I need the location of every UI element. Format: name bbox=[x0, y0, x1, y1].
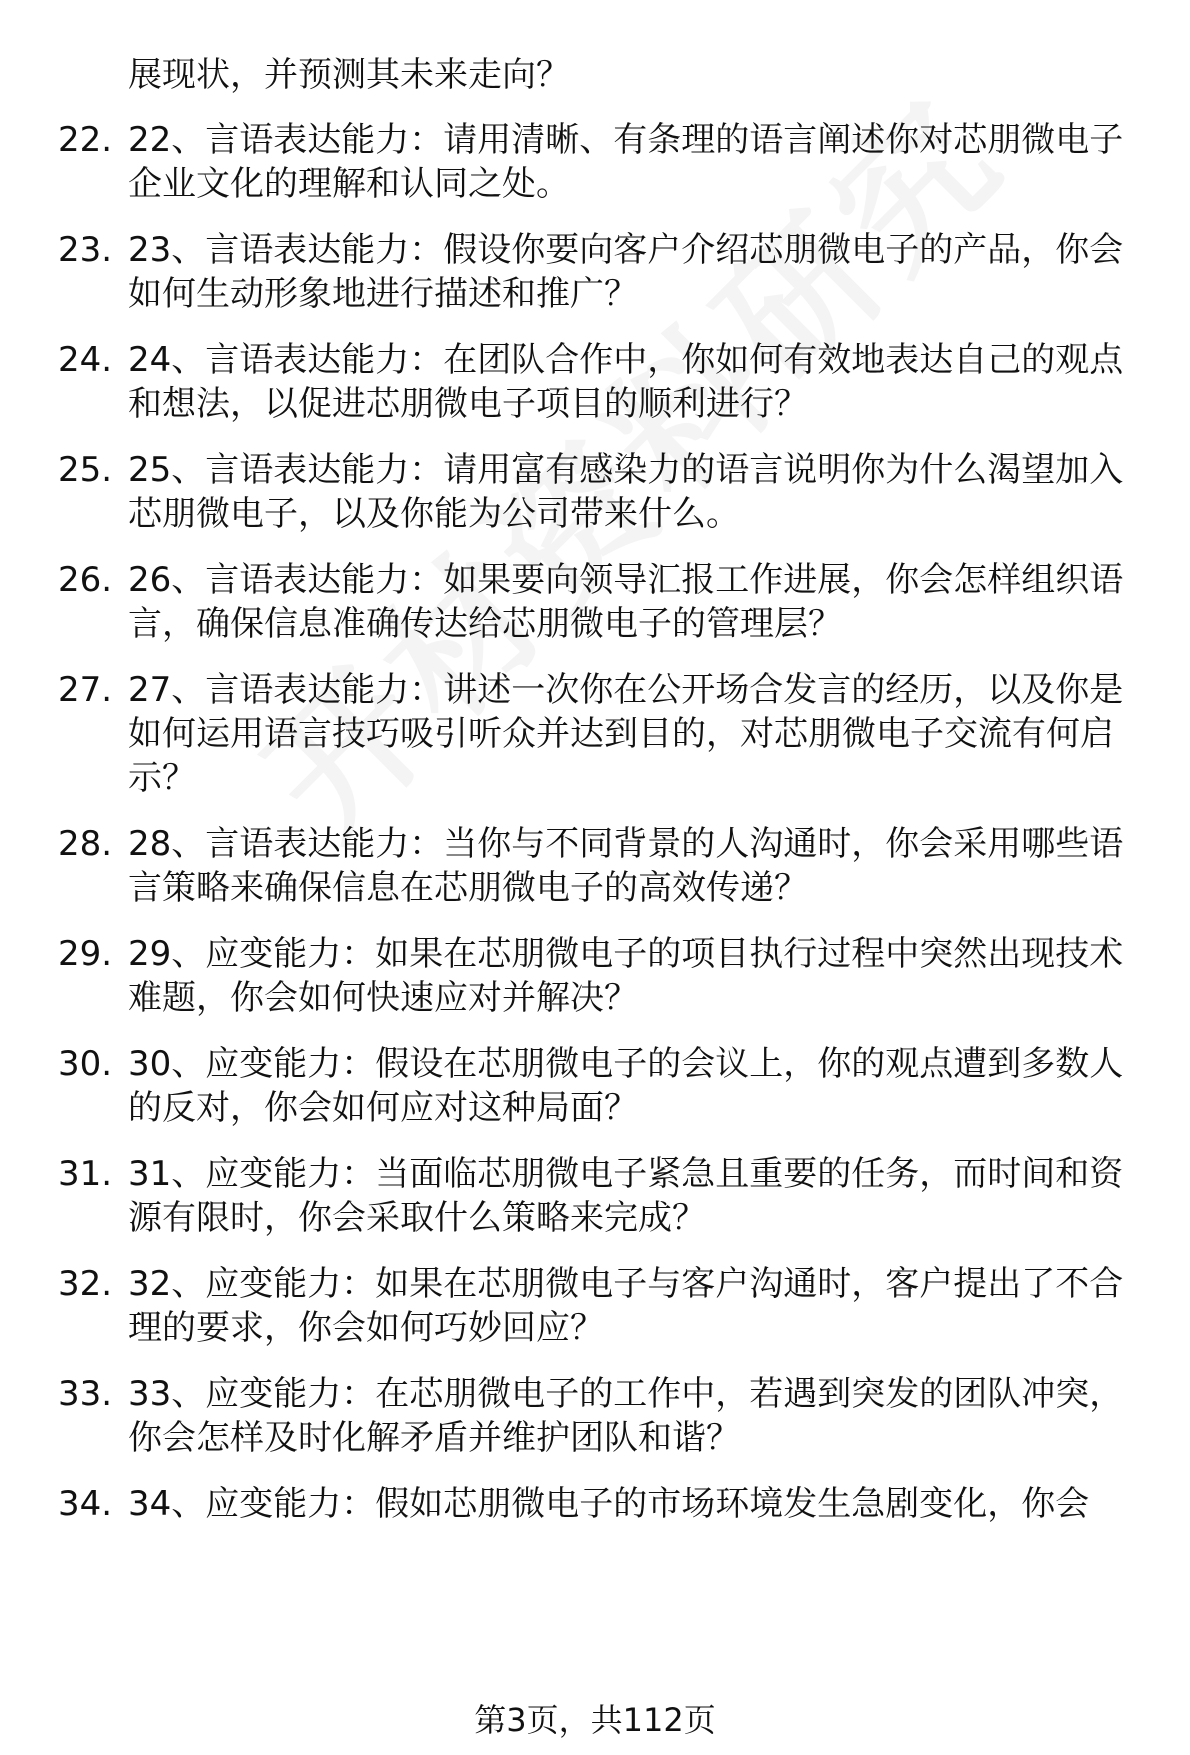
question-number: 33. bbox=[58, 1374, 113, 1414]
question-text: 28、言语表达能力：当你与不同背景的人沟通时，你会采用哪些语言策略来确保信息在芯朋微电子的高效传递？ bbox=[128, 824, 1124, 908]
question-text: 23、言语表达能力：假设你要向客户介绍芯朋微电子的产品，你会如何生动形象地进行描述和推广？ bbox=[128, 230, 1124, 314]
question-text: 26、言语表达能力：如果要向领导汇报工作进展，你会怎样组织语言，确保信息准确传达给芯朋微电子的管理层？ bbox=[128, 560, 1124, 644]
continuation-line: 展现状，并预测其未来走向？ bbox=[128, 55, 570, 95]
question-number: 28. bbox=[58, 824, 113, 864]
question-text: 33、应变能力：在芯朋微电子的工作中，若遇到突发的团队冲突，你会怎样及时化解矛盾并维护团队和谐？ bbox=[128, 1374, 1124, 1458]
question-text: 31、应变能力：当面临芯朋微电子紧急且重要的任务，而时间和资源有限时，你会采取什么策略来完成？ bbox=[128, 1154, 1124, 1238]
question-number: 34. bbox=[58, 1484, 113, 1524]
question-text: 34、应变能力：假如芯朋微电子的市场环境发生急剧变化，你会 bbox=[128, 1484, 1090, 1524]
question-number: 29. bbox=[58, 934, 113, 974]
question-text: 27、言语表达能力：讲述一次你在公开场合发言的经历，以及你是如何运用语言技巧吸引听众并达到目的，对芯朋微电子交流有何启示？ bbox=[128, 670, 1124, 798]
question-number: 25. bbox=[58, 450, 113, 490]
question-number: 23. bbox=[58, 230, 113, 270]
page-footer: 第3页，共112页 bbox=[474, 1701, 716, 1739]
question-number: 27. bbox=[58, 670, 113, 710]
question-number: 22. bbox=[58, 120, 113, 160]
question-text: 24、言语表达能力：在团队合作中，你如何有效地表达自己的观点和想法，以促进芯朋微电子项目的顺利进行？ bbox=[128, 340, 1124, 424]
question-text: 30、应变能力：假设在芯朋微电子的会议上，你的观点遭到多数人的反对，你会如何应对这种局面？ bbox=[128, 1044, 1124, 1128]
question-text: 22、言语表达能力：请用清晰、有条理的语言阐述你对芯朋微电子企业文化的理解和认同之处。 bbox=[128, 120, 1124, 204]
question-number: 24. bbox=[58, 340, 113, 380]
question-number: 30. bbox=[58, 1044, 113, 1084]
question-number: 31. bbox=[58, 1154, 113, 1194]
question-number: 32. bbox=[58, 1264, 113, 1304]
question-number: 26. bbox=[58, 560, 113, 600]
question-text: 25、言语表达能力：请用富有感染力的语言说明你为什么渴望加入芯朋微电子，以及你能为公司带来什么。 bbox=[128, 450, 1124, 534]
question-text: 32、应变能力：如果在芯朋微电子与客户沟通时，客户提出了不合理的要求，你会如何巧妙回应？ bbox=[128, 1264, 1124, 1348]
question-text: 29、应变能力：如果在芯朋微电子的项目执行过程中突然出现技术难题，你会如何快速应对并解决？ bbox=[128, 934, 1124, 1018]
